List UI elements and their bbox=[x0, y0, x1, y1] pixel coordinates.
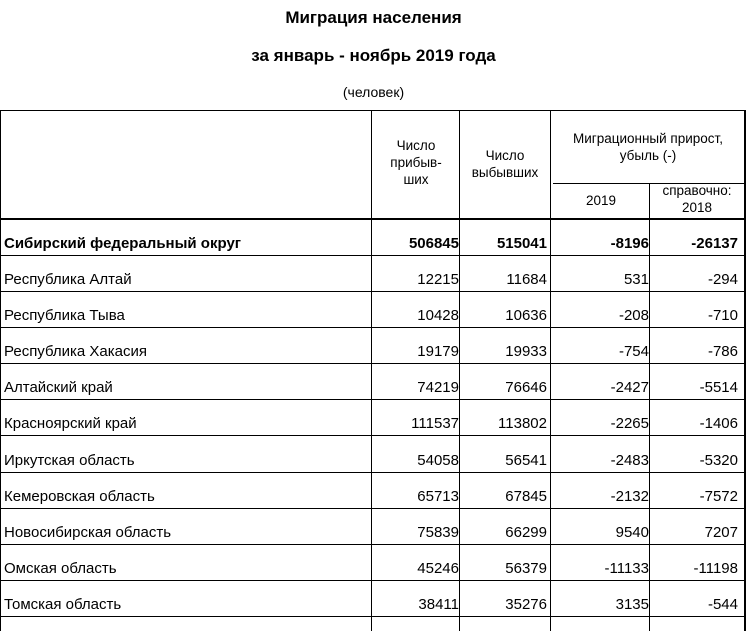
departed-value: 35276 bbox=[505, 596, 547, 613]
table-row bbox=[1, 545, 744, 581]
growth-2019-value: 531 bbox=[623, 271, 649, 288]
region-name: Сибирский федеральный округ bbox=[4, 235, 242, 252]
arrived-value: 10428 bbox=[417, 307, 459, 324]
departed-value: 56379 bbox=[505, 560, 547, 577]
region-name: Республика Алтай bbox=[4, 271, 132, 288]
growth-2018-value: -1406 bbox=[699, 415, 738, 432]
table-row bbox=[1, 581, 744, 617]
arrived-value: 19179 bbox=[417, 343, 459, 360]
region-name: Томская область bbox=[4, 596, 122, 613]
departed-value: 515041 bbox=[496, 235, 547, 252]
arrived-value: 38411 bbox=[418, 596, 459, 613]
table-row bbox=[1, 256, 744, 292]
header-migration-group: Миграционный прирост, убыль (-) bbox=[573, 131, 723, 163]
table-row bbox=[1, 400, 744, 436]
header-2019: 2019 bbox=[585, 193, 617, 208]
growth-2018-value: -544 bbox=[707, 596, 738, 613]
arrived-value: 75839 bbox=[417, 524, 459, 541]
region-name: Омская область bbox=[4, 560, 117, 577]
growth-2019-value: -208 bbox=[618, 307, 649, 324]
departed-value: 67845 bbox=[505, 488, 547, 505]
region-name: Иркутская область bbox=[4, 452, 135, 469]
table-row bbox=[1, 364, 744, 400]
arrived-value: 74219 bbox=[417, 379, 459, 396]
growth-2018-value: -5320 bbox=[699, 452, 738, 469]
arrived-value: 45246 bbox=[417, 560, 459, 577]
arrived-value: 12215 bbox=[417, 271, 459, 288]
region-name: Новосибирская область bbox=[4, 524, 172, 541]
table-row bbox=[1, 509, 744, 545]
header-arrived: Число прибыв-ших bbox=[390, 138, 442, 187]
table-row bbox=[1, 437, 744, 473]
table-row bbox=[1, 473, 744, 509]
growth-2019-value: -8196 bbox=[610, 235, 649, 252]
departed-value: 11684 bbox=[506, 271, 547, 288]
growth-2018-value: 7207 bbox=[704, 524, 738, 541]
growth-2018-value: -26137 bbox=[691, 235, 738, 252]
departed-value: 113802 bbox=[498, 415, 547, 432]
arrived-value: 506845 bbox=[408, 235, 459, 252]
departed-value: 76646 bbox=[505, 379, 547, 396]
arrived-value: 54058 bbox=[417, 452, 459, 469]
table-row bbox=[1, 292, 744, 328]
units-note: (человек) bbox=[342, 84, 405, 100]
growth-2019-value: -11133 bbox=[604, 560, 649, 577]
growth-2019-value: -2483 bbox=[610, 452, 649, 469]
growth-2019-value: 3135 bbox=[615, 596, 649, 613]
table-row bbox=[1, 328, 744, 364]
title-line-2: за январь - ноябрь 2019 года bbox=[251, 46, 496, 65]
growth-2018-value: -5514 bbox=[699, 379, 738, 396]
header-reference-2018: справочно: 2018 bbox=[662, 183, 732, 215]
growth-2019-value: -2132 bbox=[610, 488, 649, 505]
arrived-value: 111537 bbox=[411, 415, 459, 432]
departed-value: 56541 bbox=[505, 452, 547, 469]
region-name: Республика Тыва bbox=[4, 307, 125, 324]
departed-value: 10636 bbox=[505, 307, 547, 324]
growth-2018-value: -7572 bbox=[699, 488, 738, 505]
departed-value: 19933 bbox=[505, 343, 547, 360]
migration-table bbox=[0, 110, 746, 631]
growth-2018-value: -294 bbox=[707, 271, 738, 288]
growth-2019-value: 9540 bbox=[615, 524, 649, 541]
growth-2019-value: -2265 bbox=[610, 415, 649, 432]
region-name: Красноярский край bbox=[4, 415, 137, 432]
region-name: Кемеровская область bbox=[4, 488, 155, 505]
growth-2018-value: -710 bbox=[707, 307, 738, 324]
growth-2018-value: -11198 bbox=[693, 560, 738, 577]
growth-2019-value: -754 bbox=[618, 343, 649, 360]
title-line-1: Миграция населения bbox=[285, 8, 462, 27]
table-row-total bbox=[1, 220, 744, 256]
growth-2018-value: -786 bbox=[707, 343, 738, 360]
region-name: Республика Хакасия bbox=[4, 343, 148, 360]
departed-value: 66299 bbox=[505, 524, 547, 541]
header-departed: Число выбывших bbox=[471, 148, 539, 180]
arrived-value: 65713 bbox=[417, 488, 459, 505]
growth-2019-value: -2427 bbox=[610, 379, 649, 396]
region-name: Алтайский край bbox=[4, 379, 113, 396]
